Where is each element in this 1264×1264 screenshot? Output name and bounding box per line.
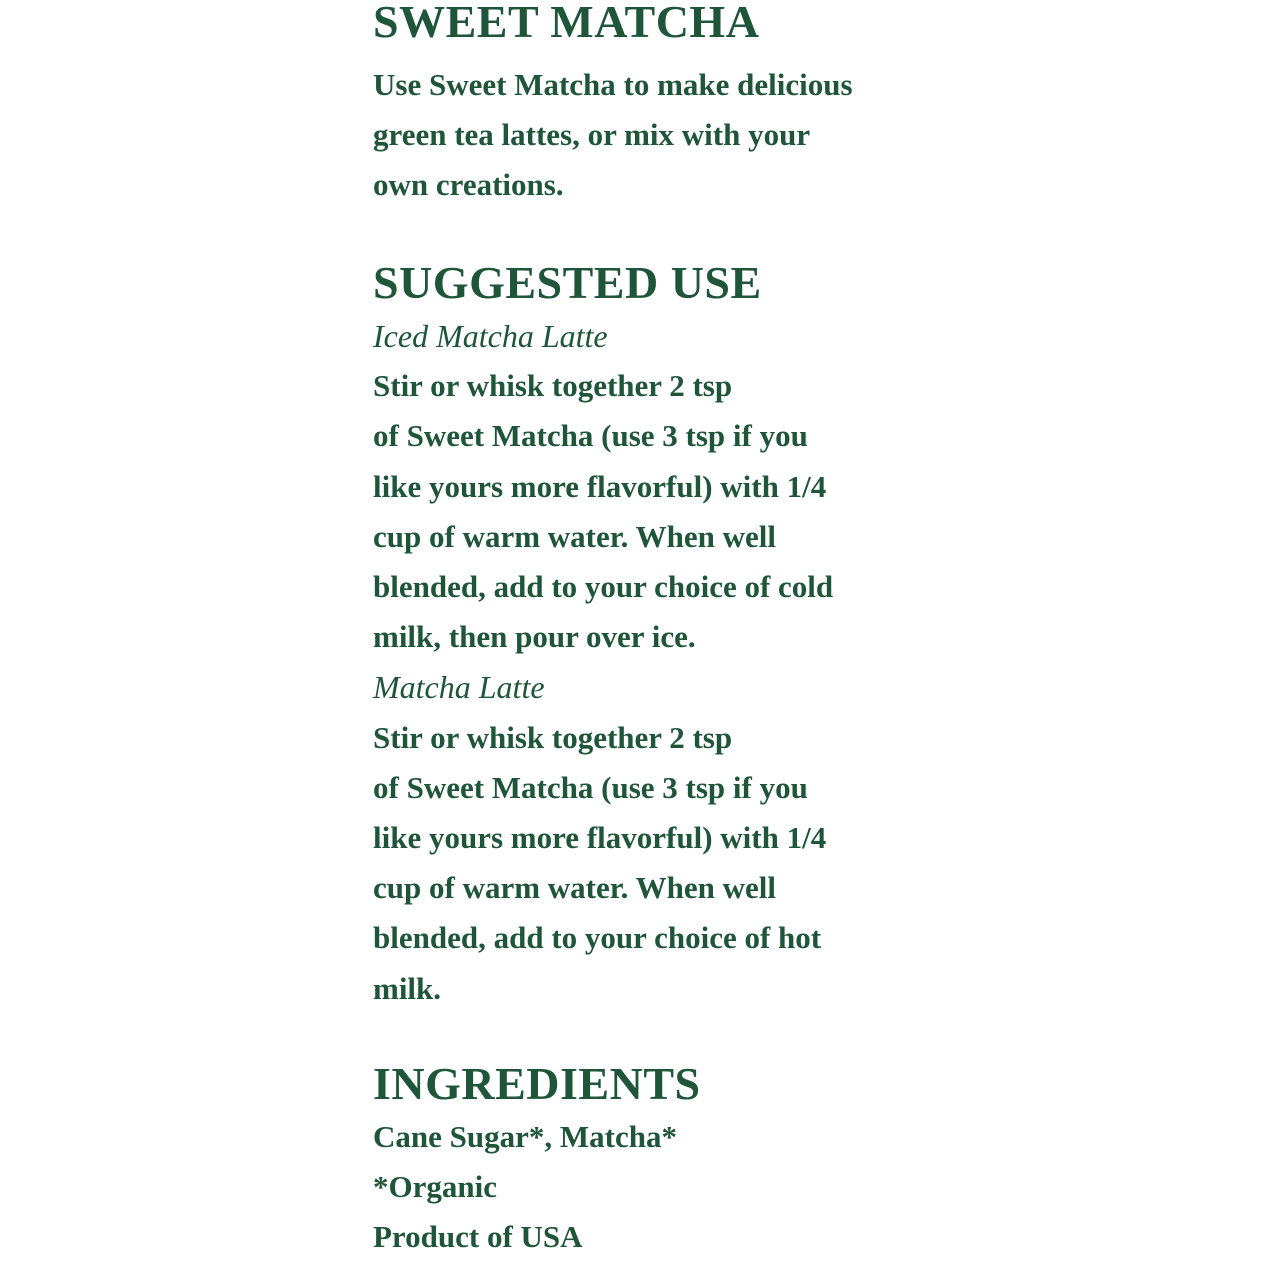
recipe-line: Stir or whisk together 2 tsp (373, 719, 733, 755)
recipe-line: like yours more flavorful) with 1/4 (373, 468, 827, 504)
ingredients-section (373, 1059, 701, 1263)
recipe-line: cup of warm water. When well (373, 870, 776, 906)
recipe-line: milk, then pour over ice. (373, 619, 696, 655)
section-title-sweet-matcha: SWEET MATCHA (373, 0, 760, 47)
recipe-line: blended, add to your choice of hot (373, 920, 822, 956)
recipe-line: Stir or whisk together 2 tsp (373, 368, 733, 404)
ingredient-line: *Organic (373, 1169, 497, 1205)
recipe-line: blended, add to your choice of cold (373, 569, 834, 605)
recipe-title-matcha-latte: Matcha Latte (373, 669, 545, 706)
description-line: Use Sweet Matcha to make delicious (373, 67, 853, 102)
recipe-line: like yours more flavorful) with 1/4 (373, 820, 827, 856)
section-title-ingredients: INGREDIENTS (373, 1058, 701, 1109)
description-line: green tea lattes, or mix with your (373, 117, 811, 153)
section-title-suggested-use: SUGGESTED USE (373, 257, 762, 308)
recipe-line: cup of warm water. When well (373, 518, 776, 554)
ingredient-line: Product of USA (373, 1219, 583, 1255)
recipe-line: of Sweet Matcha (use 3 tsp if you (373, 769, 808, 805)
recipe-title-iced-matcha-latte: Iced Matcha Latte (373, 318, 608, 354)
recipe-line: milk. (373, 970, 442, 1006)
recipe-line: of Sweet Matcha (use 3 tsp if you (373, 418, 808, 454)
description-line: own creations. (373, 167, 564, 203)
suggested-use-section (373, 258, 833, 1014)
ingredient-line: Cane Sugar*, Matcha* (373, 1119, 677, 1154)
sweet-matcha-section (373, 0, 853, 211)
